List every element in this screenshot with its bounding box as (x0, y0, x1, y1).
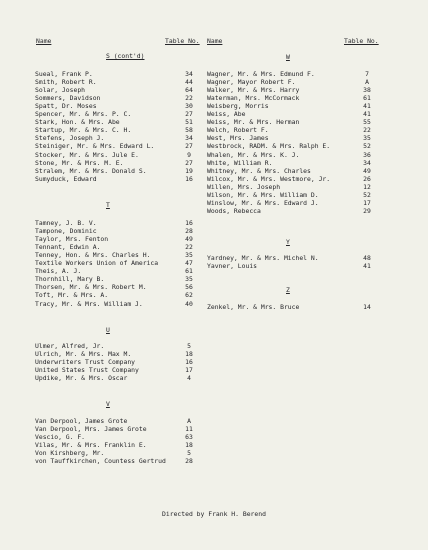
table-number: 9 (187, 150, 191, 159)
table-number: 22 (185, 94, 193, 103)
table-number: 19 (185, 166, 193, 175)
footer-credit: Directed by Frank H. Berend (162, 510, 266, 518)
table-number: 18 (185, 441, 193, 450)
guest-name: von Tauffkirchen, Countess Gertrud (35, 457, 166, 466)
table-number: 5 (187, 342, 191, 350)
table-number: 61 (185, 267, 193, 276)
table-number: 27 (185, 110, 193, 119)
guest-name: Startup, Mr. & Mrs. C. H. (35, 126, 132, 135)
table-number: 34 (185, 70, 193, 78)
guest-name: Von Kirshberg, Mr. (35, 449, 105, 458)
table-number: 52 (363, 190, 371, 199)
table-number: 16 (185, 174, 193, 183)
guest-name: Weiss, Mr. & Mrs. Herman (207, 118, 300, 127)
section-w: W (286, 53, 290, 61)
guest-name: Tennant, Edwin A. (35, 243, 101, 252)
guest-name: Weisberg, Morris (207, 102, 269, 111)
guest-name: Wagner, Mayor Robert F. (207, 78, 296, 87)
section-y: Y (286, 238, 290, 246)
table-number: 5 (187, 449, 191, 458)
table-number: 62 (185, 291, 193, 300)
guest-name: Textile Workers Union of America (35, 259, 159, 268)
guest-name: Solar, Joseph (35, 86, 86, 95)
table-number: 34 (363, 158, 371, 167)
guest-name: Van Derpool, James Grote (35, 417, 128, 425)
guest-name: Tenney, Hon. & Mrs. Charles H. (35, 251, 151, 260)
guest-name: Underwriters Trust Company (35, 358, 136, 367)
guest-name: Wilson, Mr. & Mrs. William D. (207, 190, 319, 199)
table-number: 28 (185, 227, 193, 236)
section-u: U (106, 326, 110, 334)
header-table-no-right: Table No. (344, 37, 379, 45)
table-number: 40 (185, 299, 193, 308)
guest-name: Spatt, Dr. Moses (35, 102, 97, 111)
guest-name: Weiss, Abe (207, 110, 246, 119)
guest-name: Tracy, Mr. & Mrs. William J. (35, 299, 143, 308)
table-number: 30 (185, 102, 193, 111)
guest-name: Van Derpool, Mrs. James Grote (35, 425, 147, 434)
guest-name: Yardney, Mr. & Mrs. Michel N. (207, 254, 319, 262)
guest-name: Thorsen, Mr. & Mrs. Robert M. (35, 283, 147, 292)
guest-name: Thornhill, Mary B. (35, 275, 105, 284)
table-number: 36 (363, 150, 371, 159)
table-number: 38 (363, 86, 371, 95)
guest-name: Stark, Hon. & Mrs. Abe (35, 118, 120, 127)
guest-name: Westbrock, RADM. & Mrs. Ralph E. (207, 142, 331, 151)
table-number: 58 (185, 126, 193, 135)
guest-name: Stone, Mr. & Mrs. M. E. (35, 158, 124, 167)
table-number: 52 (363, 142, 371, 151)
table-number: 49 (363, 166, 371, 175)
guest-name: Stefens, Joseph J. (35, 134, 105, 143)
table-number: A (365, 78, 369, 87)
table-number: 41 (363, 102, 371, 111)
table-number: 27 (185, 158, 193, 167)
table-number: 48 (363, 254, 371, 262)
guest-name: Vilas, Mr. & Mrs. Franklin E. (35, 441, 147, 450)
guest-name: Ulrich, Mr. & Mrs. Max M. (35, 350, 132, 359)
guest-name: Smith, Robert R. (35, 78, 97, 87)
guest-name: Whitney, Mr. & Mrs. Charles (207, 166, 311, 175)
table-number: 18 (185, 350, 193, 359)
table-number: 27 (185, 142, 193, 151)
guest-name: United States Trust Company (35, 366, 139, 375)
table-number: 22 (363, 126, 371, 135)
table-number: 26 (363, 174, 371, 183)
guest-name: Willen, Mrs. Joseph (207, 182, 281, 191)
section-v: V (106, 400, 110, 408)
table-number: 22 (185, 243, 193, 252)
guest-name: Ulmer, Alfred, Jr. (35, 342, 105, 350)
guest-name: Sumyduck, Edward (35, 174, 97, 183)
table-number: 34 (185, 134, 193, 143)
table-number: 16 (185, 358, 193, 367)
guest-name: Sommers, Davidson (35, 94, 101, 103)
table-number: 61 (363, 94, 371, 103)
section-t: T (106, 201, 110, 209)
section-s-cont: S (cont'd) (106, 52, 145, 60)
table-number: 41 (363, 262, 371, 271)
guest-name: Theis, A. J. (35, 267, 82, 276)
guest-name: Spencer, Mr. & Mrs. P. C. (35, 110, 132, 119)
guest-name: Toft, Mr. & Mrs. A. (35, 291, 109, 300)
guest-name: Sueal, Frank P. (35, 70, 93, 78)
guest-name: Updike, Mr. & Mrs. Oscar (35, 374, 128, 383)
guest-name: Wagner, Mr. & Mrs. Edmund F. (207, 70, 315, 78)
table-number: 47 (185, 259, 193, 268)
table-number: 17 (363, 198, 371, 207)
table-number: 63 (185, 433, 193, 442)
guest-name: Vescio, G. F. (35, 433, 86, 442)
guest-name: Stralem, Mr. & Mrs. Donald S. (35, 166, 147, 175)
table-number: A (187, 417, 191, 425)
guest-name: Welch, Robert F. (207, 126, 269, 135)
guest-name: Winslow, Mr. & Mrs. Edward J. (207, 198, 319, 207)
table-number: 55 (363, 118, 371, 127)
table-number: 12 (363, 182, 371, 191)
table-number: 35 (185, 275, 193, 284)
guest-name: Steiniger, Mr. & Mrs. Edward L. (35, 142, 155, 151)
header-name-right: Name (207, 37, 223, 45)
table-number: 51 (185, 118, 193, 127)
guest-name: Tampone, Dominic (35, 227, 97, 236)
guest-name: West, Mrs. James (207, 134, 269, 143)
table-number: 7 (365, 70, 369, 78)
table-number: 35 (185, 251, 193, 260)
table-number: 11 (185, 425, 193, 434)
table-number: 29 (363, 206, 371, 215)
header-table-no-left: Table No. (165, 37, 200, 45)
guest-name: Stocker, Mr. & Mrs. Jule E. (35, 150, 139, 159)
header-name-left: Name (36, 37, 52, 45)
guest-name: Waterman, Mrs. McCormack (207, 94, 300, 103)
guest-name: Woods, Rebecca (207, 206, 261, 215)
guest-name: Taylor, Mrs. Fenton (35, 235, 109, 244)
guest-name: Tamney, J. B. V. (35, 219, 97, 227)
table-number: 14 (363, 303, 371, 311)
guest-name: Whalen, Mr. & Mrs. K. J. (207, 150, 300, 159)
table-number: 17 (185, 366, 193, 375)
table-number: 44 (185, 78, 193, 87)
table-number: 35 (363, 134, 371, 143)
table-number: 56 (185, 283, 193, 292)
table-number: 41 (363, 110, 371, 119)
table-number: 4 (187, 374, 191, 383)
table-number: 49 (185, 235, 193, 244)
table-number: 28 (185, 457, 193, 466)
guest-name: Walker, Mr. & Mrs. Harry (207, 86, 300, 95)
table-number: 64 (185, 86, 193, 95)
guest-name: White, William R. (207, 158, 273, 167)
guest-name: Yavner, Louis (207, 262, 258, 271)
guest-name: Zenkel, Mr. & Mrs. Bruce (207, 303, 300, 311)
table-number: 16 (185, 219, 193, 227)
section-z: Z (286, 286, 290, 294)
guest-name: Wilcox, Mr. & Mrs. Westmore, Jr. (207, 174, 331, 183)
